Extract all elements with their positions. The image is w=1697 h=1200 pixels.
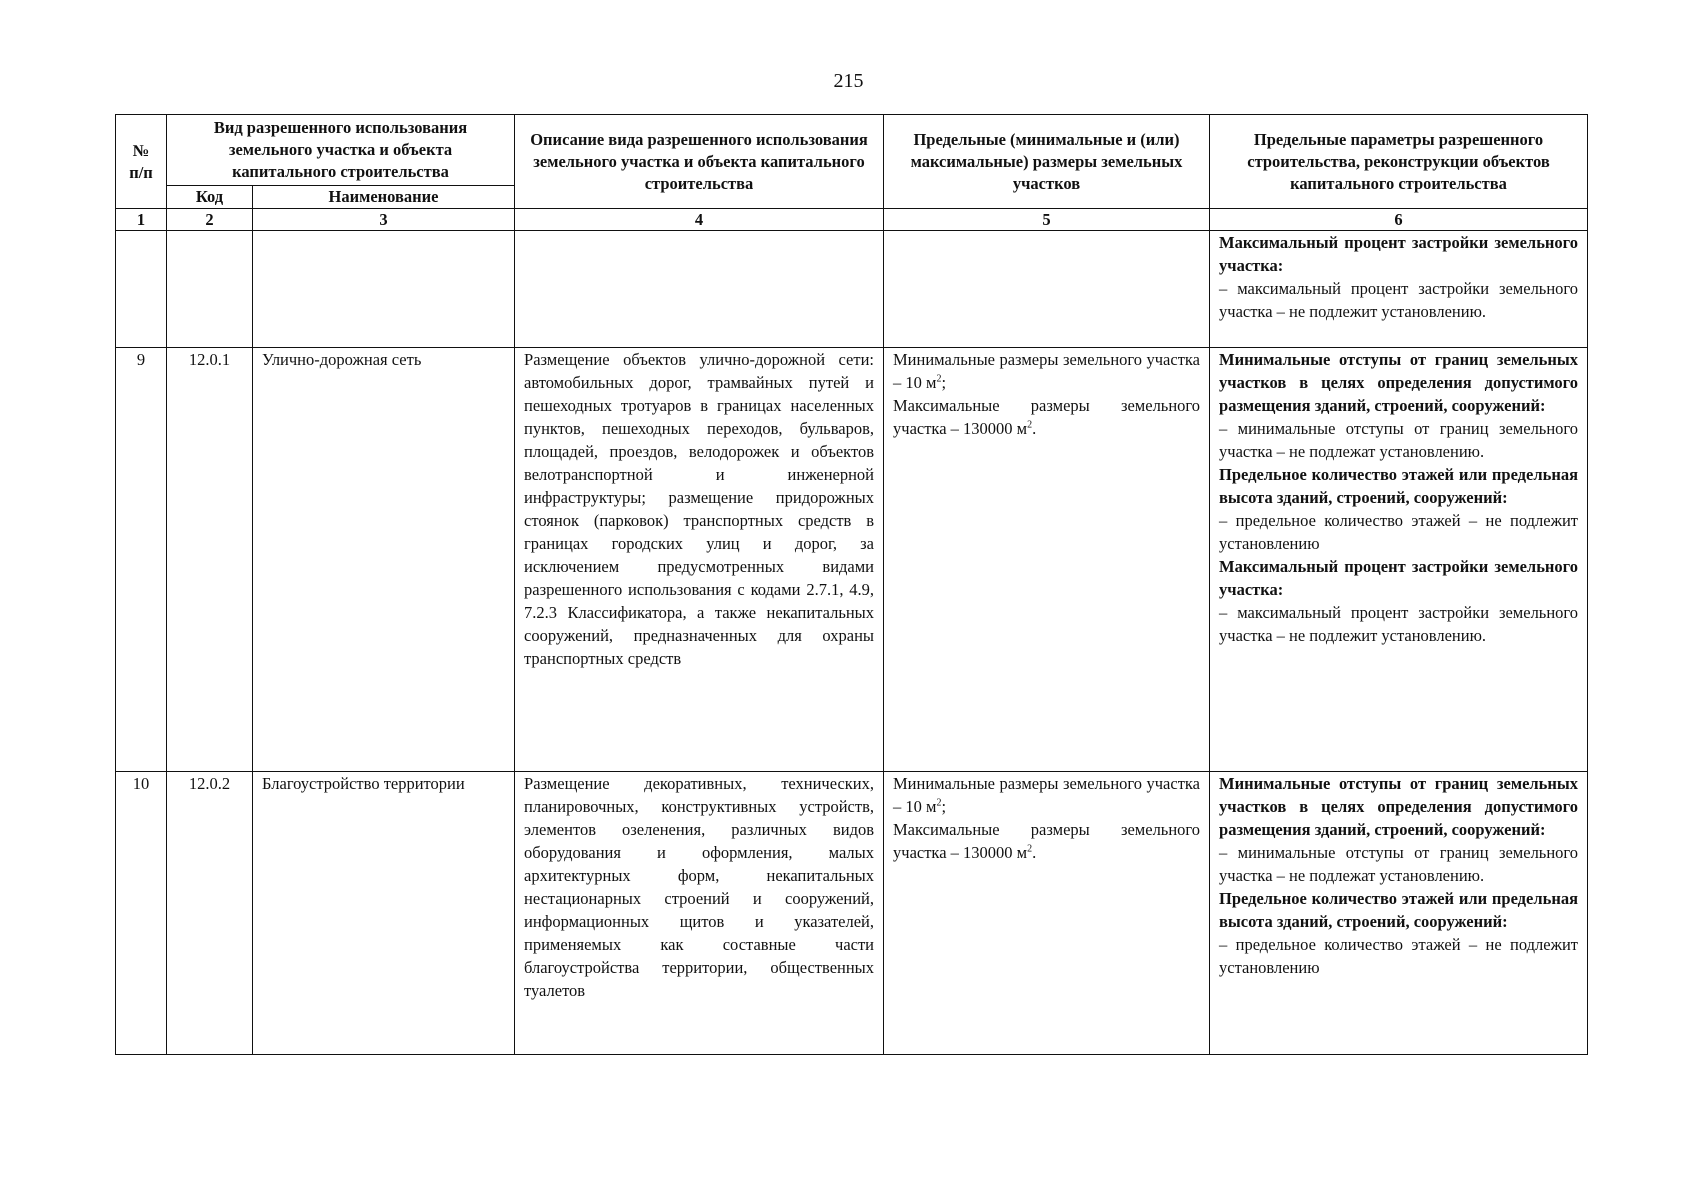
- cell-empty: [515, 231, 884, 348]
- cell-params: [1210, 231, 1588, 348]
- cell-sizes: [884, 348, 1210, 772]
- superscript: 2: [1027, 419, 1033, 431]
- column-number: 4: [515, 209, 884, 231]
- regulations-table: [115, 114, 1588, 1055]
- sizes-max-end: .: [1032, 419, 1037, 438]
- cell-name: Благоустройство территории: [253, 772, 515, 1055]
- header-params: Предельные параметры разрешенного строительства, реконструкции объектов капитального строительства: [1210, 115, 1588, 209]
- cell-desc: Размещение объектов улично-дорожной сети: автомобильных дорог, трамвайных путей и пешеходных тротуаров в границах населенных пунктов, пешеходных переходов, бульваров, площадей, проездов, велодорожек и объектов велотранспортной и инженерной инфраструктуры; размещение придорожных стоянок (парковок) транспортных средств в границах городских улиц и дорог, за исключением предусмотренных видами разрешенного использования с кодами 2.7.1, 4.9, 7.2.3 Классификатора, а также некапитальных сооружений, предназначенных для охраны транспортных средств: [515, 348, 884, 772]
- cell-name: Улично-дорожная сеть: [253, 348, 515, 772]
- params-text: – минимальные отступы от границ земельного участка – не подлежат установлению.: [1219, 419, 1579, 461]
- params-text: – максимальный процент застройки земельного участка – не подлежит установлению.: [1219, 279, 1579, 321]
- table-row: [116, 772, 1588, 1055]
- params-heading: Предельное количество этажей или предельная высота зданий, строений, сооружений:: [1219, 889, 1579, 931]
- sizes-min-text: Минимальные размеры земельного участка – 10 м: [893, 350, 1201, 392]
- params-text: – предельное количество этажей – не подлежит установлению: [1219, 511, 1579, 553]
- header-sizes: Предельные (минимальные и (или) максимальные) размеры земельных участков: [884, 115, 1210, 209]
- cell-sizes: [884, 772, 1210, 1055]
- header-kind: Вид разрешенного использования земельного участка и объекта капитального строительства: [167, 115, 515, 186]
- cell-empty: [884, 231, 1210, 348]
- cell-code: 12.0.1: [167, 348, 253, 772]
- column-number: 6: [1210, 209, 1588, 231]
- sizes-min-end: ;: [941, 797, 947, 816]
- sizes-min-end: ;: [941, 373, 947, 392]
- sizes-max: [893, 394, 1200, 440]
- superscript: 2: [1027, 843, 1033, 855]
- header-code: Код: [167, 186, 253, 209]
- cell-params: [1210, 772, 1588, 1055]
- header-name: Наименование: [253, 186, 515, 209]
- sizes-min-text: Минимальные размеры земельного участка – 10 м: [893, 774, 1201, 816]
- column-number: 5: [884, 209, 1210, 231]
- column-number: 1: [116, 209, 167, 231]
- params-text: – минимальные отступы от границ земельного участка – не подлежат установлению.: [1219, 843, 1579, 885]
- sizes-max-end: .: [1032, 843, 1037, 862]
- cell-code: 12.0.2: [167, 772, 253, 1055]
- cell-desc: Размещение декоративных, технических, планировочных, конструктивных устройств, элементов озеленения, различных видов оборудования и оформления, малых архитектурных форм, некапитальных нестационарных строений и сооружений, информационных щитов и указателей, применяемых как составные части благоустройства территории, общественных туалетов: [515, 772, 884, 1055]
- params-heading: Минимальные отступы от границ земельных участков в целях определения допустимого размещения зданий, строений, сооружений:: [1219, 350, 1579, 415]
- sizes-max: [893, 818, 1200, 864]
- superscript: 2: [936, 373, 942, 385]
- params-heading: Максимальный процент застройки земельного участка:: [1219, 233, 1579, 275]
- params-heading: Минимальные отступы от границ земельных участков в целях определения допустимого размещения зданий, строений, сооружений:: [1219, 774, 1579, 839]
- column-number: 2: [167, 209, 253, 231]
- params-text: – предельное количество этажей – не подлежит установлению: [1219, 935, 1579, 977]
- params-heading: Предельное количество этажей или предельная высота зданий, строений, сооружений:: [1219, 465, 1579, 507]
- page-number: 215: [833, 70, 864, 92]
- cell-empty: [253, 231, 515, 348]
- column-number: 3: [253, 209, 515, 231]
- sizes-max-text: Максимальные размеры земельного участка – 130000 м: [893, 820, 1201, 862]
- cell-num: 9: [116, 348, 167, 772]
- header-row: [116, 115, 1588, 186]
- table-row: [116, 348, 1588, 772]
- cell-empty: [116, 231, 167, 348]
- params-text: – максимальный процент застройки земельного участка – не подлежит установлению.: [1219, 603, 1579, 645]
- sizes-min: [893, 348, 1200, 394]
- header-num: № п/п: [116, 115, 167, 209]
- header-desc: Описание вида разрешенного использования земельного участка и объекта капитального строительства: [515, 115, 884, 209]
- sizes-max-text: Максимальные размеры земельного участка – 130000 м: [893, 396, 1201, 438]
- params-heading: Максимальный процент застройки земельного участка:: [1219, 557, 1579, 599]
- cell-num: 10: [116, 772, 167, 1055]
- cell-params: [1210, 348, 1588, 772]
- continuation-row: [116, 231, 1588, 348]
- column-number-row: [116, 209, 1588, 231]
- sizes-min: [893, 772, 1200, 818]
- superscript: 2: [936, 797, 942, 809]
- cell-empty: [167, 231, 253, 348]
